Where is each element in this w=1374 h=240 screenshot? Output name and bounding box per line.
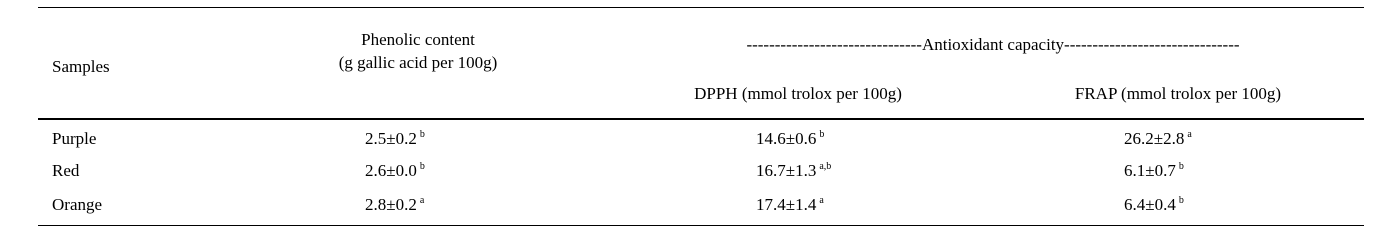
row-purple-dpph: 14.6±0.6 $^b$ bbox=[756, 129, 825, 148]
row-purple-phenolic: 2.5±0.2 $^b$ bbox=[365, 129, 425, 148]
header-samples: Samples bbox=[52, 57, 110, 76]
row-orange-phenolic: 2.8±0.2 $^a$ bbox=[365, 195, 425, 214]
row-red-sample: Red bbox=[52, 161, 80, 180]
header-antioxidant-group: -------------------------------Antioxidant capacity------------------------------- bbox=[746, 35, 1240, 54]
row-orange-dpph: 17.4±1.4 $^a$ bbox=[756, 195, 824, 214]
row-red-dpph: 16.7±1.3 $^{a,b}$ bbox=[756, 161, 832, 180]
row-orange-sample: Orange bbox=[52, 195, 103, 214]
row-red-frap: 6.1±0.7 $^b$ bbox=[1124, 161, 1184, 180]
header-frap: FRAP (mmol trolox per 100g) bbox=[1074, 84, 1282, 103]
row-purple-sample: Purple bbox=[52, 129, 97, 148]
header-dpph: DPPH (mmol trolox per 100g) bbox=[694, 84, 902, 103]
row-purple-frap: 26.2±2.8 $^a$ bbox=[1124, 129, 1192, 148]
table-top-rule bbox=[38, 7, 1364, 8]
row-red-phenolic: 2.6±0.0 $^b$ bbox=[365, 161, 425, 180]
row-orange-frap: 6.4±0.4 $^b$ bbox=[1124, 195, 1184, 214]
header-phenolic-line2: (g gallic acid per 100g) bbox=[338, 53, 498, 72]
table-bottom-rule bbox=[38, 225, 1364, 226]
header-phenolic-line1: Phenolic content bbox=[361, 30, 475, 49]
table-header-rule bbox=[38, 118, 1364, 120]
data-table bbox=[38, 0, 1364, 227]
